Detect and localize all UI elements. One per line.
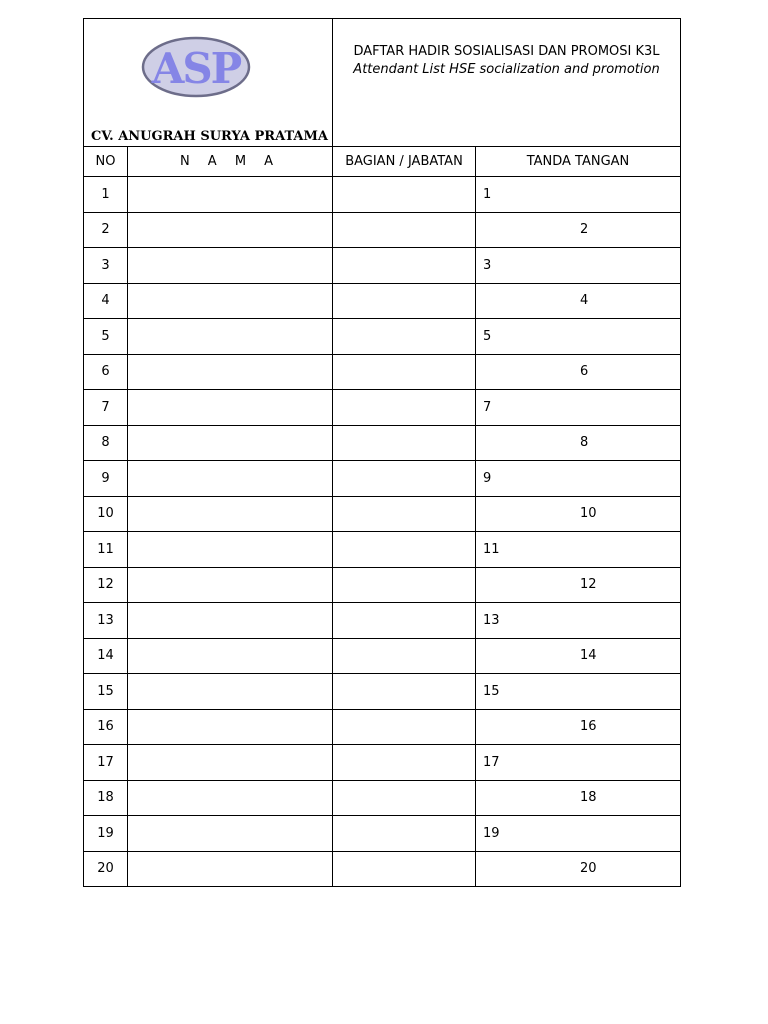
- column-header-row: [84, 147, 681, 177]
- bagian-cell[interactable]: [333, 248, 476, 284]
- bagian-cell[interactable]: [333, 425, 476, 461]
- signature-number: 19: [483, 825, 500, 841]
- bagian-cell[interactable]: [333, 709, 476, 745]
- header-row: [84, 19, 681, 147]
- signature-cell[interactable]: [476, 425, 681, 461]
- nama-cell[interactable]: [128, 816, 333, 852]
- bagian-cell[interactable]: [333, 496, 476, 532]
- bagian-cell[interactable]: [333, 532, 476, 568]
- bagian-cell[interactable]: [333, 816, 476, 852]
- company-logo: [140, 35, 252, 99]
- signature-number: 4: [580, 293, 589, 309]
- table-row: [84, 709, 681, 745]
- nama-cell[interactable]: [128, 532, 333, 568]
- row-number: 18: [84, 780, 128, 816]
- bagian-cell[interactable]: [333, 354, 476, 390]
- nama-cell[interactable]: [128, 425, 333, 461]
- document-title: DAFTAR HADIR SOSIALISASI DAN PROMOSI K3L: [353, 44, 660, 59]
- nama-cell[interactable]: [128, 354, 333, 390]
- nama-cell[interactable]: [128, 638, 333, 674]
- row-number: 19: [84, 816, 128, 852]
- row-number: 20: [84, 851, 128, 887]
- row-number: 8: [84, 425, 128, 461]
- signature-number: 13: [483, 612, 500, 628]
- row-number: 16: [84, 709, 128, 745]
- nama-cell[interactable]: [128, 674, 333, 710]
- bagian-cell[interactable]: [333, 567, 476, 603]
- table-row: [84, 354, 681, 390]
- logo-text: ASP: [151, 44, 241, 93]
- row-number: 13: [84, 603, 128, 639]
- row-number: 5: [84, 319, 128, 355]
- row-number: 6: [84, 354, 128, 390]
- signature-cell[interactable]: [476, 496, 681, 532]
- signature-cell[interactable]: [476, 354, 681, 390]
- signature-cell[interactable]: [476, 816, 681, 852]
- signature-number: 7: [483, 399, 492, 415]
- signature-number: 15: [483, 683, 500, 699]
- bagian-cell[interactable]: [333, 674, 476, 710]
- document-subtitle: Attendant List HSE socialization and promotion: [353, 62, 660, 77]
- signature-cell[interactable]: [476, 319, 681, 355]
- signature-cell[interactable]: [476, 745, 681, 781]
- row-number: 14: [84, 638, 128, 674]
- row-number: 12: [84, 567, 128, 603]
- signature-number: 16: [580, 719, 597, 735]
- company-name: CV. ANUGRAH SURYA PRATAMA: [91, 129, 328, 144]
- row-number: 1: [84, 177, 128, 213]
- signature-cell[interactable]: [476, 709, 681, 745]
- signature-number: 9: [483, 470, 492, 486]
- column-header-no: NO: [84, 147, 128, 177]
- table-row: [84, 212, 681, 248]
- signature-cell[interactable]: [476, 603, 681, 639]
- table-row: [84, 638, 681, 674]
- bagian-cell[interactable]: [333, 638, 476, 674]
- signature-cell[interactable]: [476, 283, 681, 319]
- row-number: 11: [84, 532, 128, 568]
- signature-number: 11: [483, 541, 500, 557]
- table-row: [84, 390, 681, 426]
- nama-cell[interactable]: [128, 248, 333, 284]
- table-row: [84, 248, 681, 284]
- table-row: [84, 496, 681, 532]
- table-row: [84, 816, 681, 852]
- nama-cell[interactable]: [128, 567, 333, 603]
- table-row: [84, 425, 681, 461]
- column-header-nama: N A M A: [128, 147, 333, 177]
- signature-number: 10: [580, 506, 597, 522]
- nama-cell[interactable]: [128, 709, 333, 745]
- table-row: [84, 674, 681, 710]
- nama-cell[interactable]: [128, 177, 333, 213]
- table-row: [84, 532, 681, 568]
- nama-cell[interactable]: [128, 212, 333, 248]
- signature-cell[interactable]: [476, 390, 681, 426]
- signature-number: 14: [580, 648, 597, 664]
- signature-number: 2: [580, 222, 589, 238]
- bagian-cell[interactable]: [333, 745, 476, 781]
- signature-number: 17: [483, 754, 500, 770]
- table-row: [84, 461, 681, 497]
- nama-cell[interactable]: [128, 745, 333, 781]
- table-row: [84, 319, 681, 355]
- table-body: [84, 19, 681, 887]
- attendance-table: [83, 18, 681, 887]
- signature-cell[interactable]: [476, 532, 681, 568]
- bagian-cell[interactable]: [333, 851, 476, 887]
- bagian-cell[interactable]: [333, 319, 476, 355]
- table-row: [84, 603, 681, 639]
- signature-cell[interactable]: [476, 674, 681, 710]
- signature-cell[interactable]: [476, 851, 681, 887]
- signature-cell[interactable]: [476, 212, 681, 248]
- signature-number: 20: [580, 861, 597, 877]
- nama-cell[interactable]: [128, 319, 333, 355]
- table-row: [84, 851, 681, 887]
- column-header-bagian: BAGIAN / JABATAN: [333, 147, 476, 177]
- nama-cell[interactable]: [128, 603, 333, 639]
- bagian-cell[interactable]: [333, 603, 476, 639]
- column-header-tanda-tangan: TANDA TANGAN: [476, 147, 681, 177]
- signature-number: 3: [483, 257, 492, 273]
- nama-cell[interactable]: [128, 851, 333, 887]
- signature-number: 12: [580, 577, 597, 593]
- signature-cell[interactable]: [476, 248, 681, 284]
- signature-cell[interactable]: [476, 780, 681, 816]
- bagian-cell[interactable]: [333, 283, 476, 319]
- logo-cell: [84, 19, 333, 147]
- nama-cell[interactable]: [128, 780, 333, 816]
- signature-cell[interactable]: [476, 461, 681, 497]
- row-number: 7: [84, 390, 128, 426]
- table-row: [84, 780, 681, 816]
- signature-cell[interactable]: [476, 638, 681, 674]
- signature-number: 1: [483, 186, 492, 202]
- nama-cell[interactable]: [128, 390, 333, 426]
- row-number: 9: [84, 461, 128, 497]
- bagian-cell[interactable]: [333, 461, 476, 497]
- title-cell: [333, 19, 681, 147]
- signature-cell[interactable]: [476, 177, 681, 213]
- bagian-cell[interactable]: [333, 780, 476, 816]
- table-row: [84, 177, 681, 213]
- row-number: 2: [84, 212, 128, 248]
- nama-cell[interactable]: [128, 496, 333, 532]
- row-number: 3: [84, 248, 128, 284]
- bagian-cell[interactable]: [333, 212, 476, 248]
- bagian-cell[interactable]: [333, 390, 476, 426]
- table-row: [84, 283, 681, 319]
- row-number: 17: [84, 745, 128, 781]
- table-row: [84, 745, 681, 781]
- nama-cell[interactable]: [128, 461, 333, 497]
- signature-number: 6: [580, 364, 589, 380]
- row-number: 10: [84, 496, 128, 532]
- table-row: [84, 567, 681, 603]
- nama-cell[interactable]: [128, 283, 333, 319]
- bagian-cell[interactable]: [333, 177, 476, 213]
- row-number: 15: [84, 674, 128, 710]
- signature-number: 8: [580, 435, 589, 451]
- signature-number: 18: [580, 790, 597, 806]
- signature-number: 5: [483, 328, 492, 344]
- signature-cell[interactable]: [476, 567, 681, 603]
- row-number: 4: [84, 283, 128, 319]
